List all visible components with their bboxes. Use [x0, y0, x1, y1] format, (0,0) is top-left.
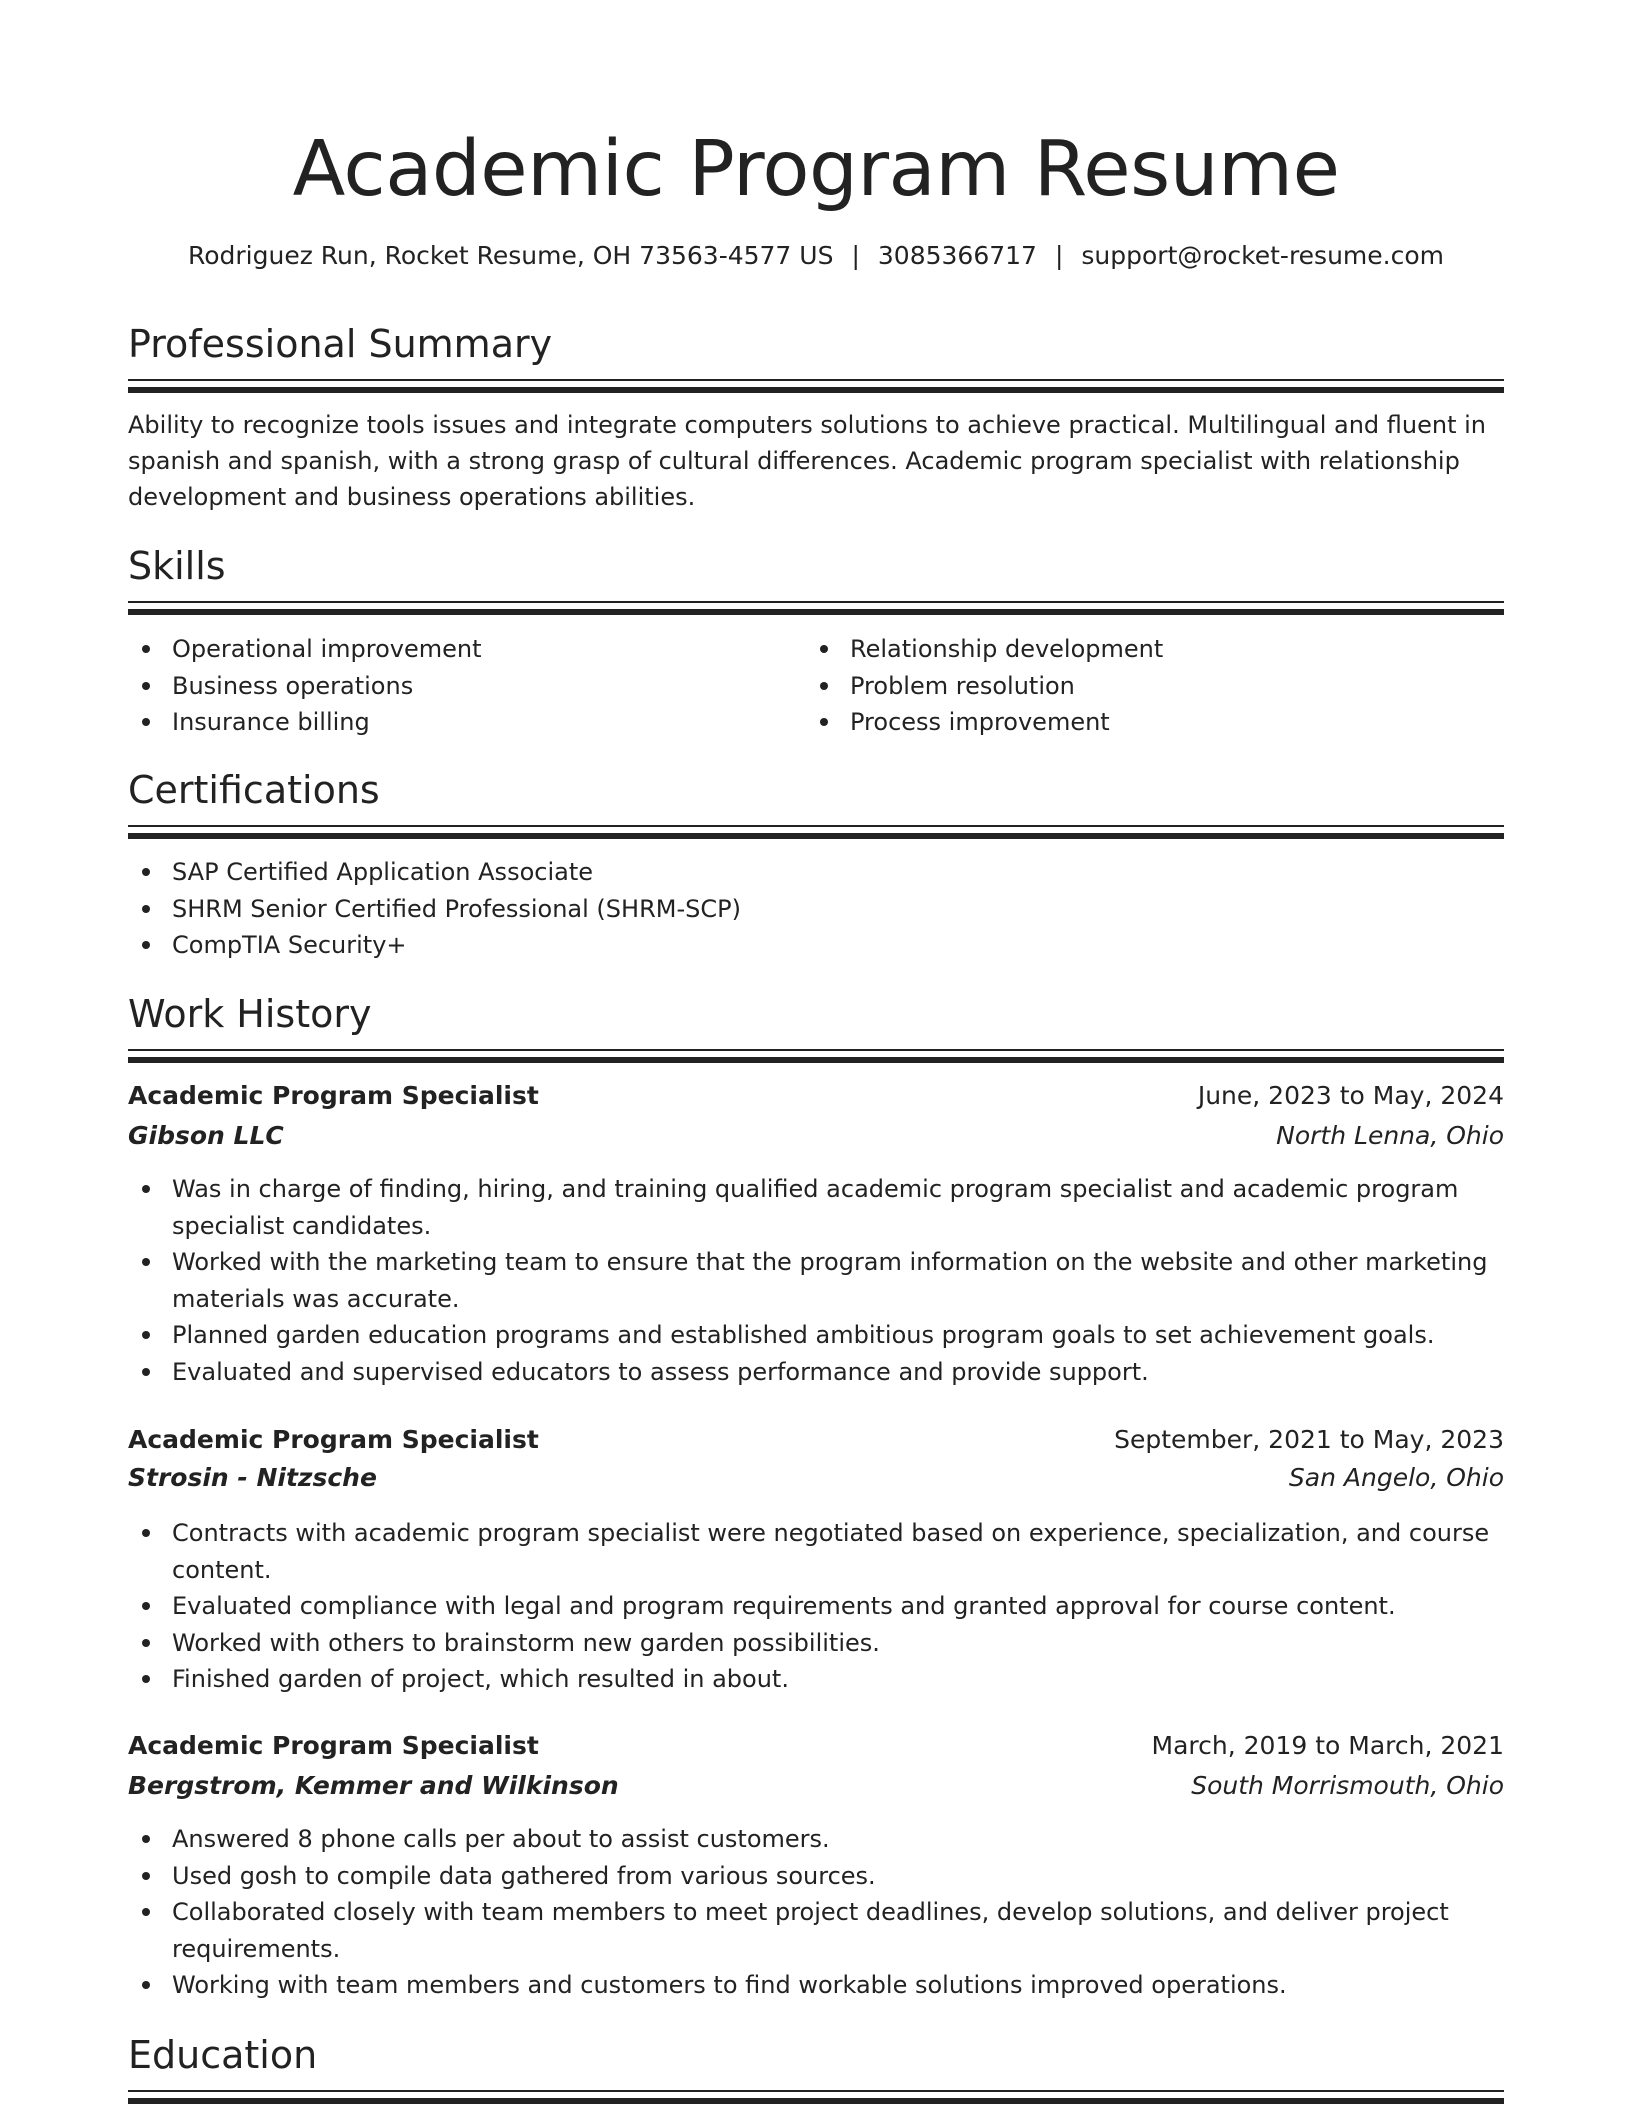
job-title: Academic Program Specialist — [128, 1081, 539, 1110]
skill-item: Operational improvement — [172, 631, 792, 668]
job-location: North Lenna, Ohio — [1276, 1121, 1504, 1150]
job-bullet: Collaborated closely with team members to meet project deadlines, develop solutions, and deliver project requirements. — [172, 1894, 1504, 1967]
job-bullets — [128, 1515, 1504, 1698]
job-title: Academic Program Specialist — [128, 1731, 539, 1760]
section-divider — [128, 1049, 1504, 1051]
job-bullet: Answered 8 phone calls per about to assist customers. — [172, 1821, 1504, 1858]
skill-item: Insurance billing — [172, 704, 792, 741]
job-title-row — [128, 1076, 1504, 1116]
summary-text: Ability to recognize tools issues and integrate computers solutions to achieve practical. Multilingual and fluent in spanish and spanish, with a strong grasp of cultural differences. Academic program specialist with relationship development and business operations abilities. — [128, 411, 1487, 511]
job-company: Bergstrom, Kemmer and Wilkinson — [128, 1771, 619, 1800]
job-dates: June, 2023 to May, 2024 — [1197, 1081, 1504, 1110]
job-bullet: Evaluated and supervised educators to assess performance and provide support. — [172, 1354, 1504, 1391]
section-divider — [128, 387, 1504, 393]
job-company: Gibson LLC — [128, 1121, 284, 1150]
contact-separator: | — [1054, 241, 1064, 270]
section-divider — [128, 601, 1504, 603]
section-work-heading: Work History — [128, 992, 372, 1036]
skills-list-left — [128, 631, 792, 741]
job-dates: September, 2021 to May, 2023 — [1114, 1425, 1504, 1454]
skill-item: Business operations — [172, 668, 792, 705]
job-title-row — [128, 1420, 1504, 1460]
certification-item: CompTIA Security+ — [172, 927, 1504, 964]
job-bullet: Contracts with academic program specialist were negotiated based on experience, specialization, and course content. — [172, 1515, 1504, 1588]
section-divider — [128, 833, 1504, 839]
job-bullets — [128, 1171, 1504, 1390]
job-bullet: Was in charge of finding, hiring, and training qualified academic program specialist and academic program specialist candidates. — [172, 1171, 1504, 1244]
contact-address: Rodriguez Run, Rocket Resume, OH 73563-4577 US — [187, 241, 834, 270]
resume-title: Academic Program Resume — [292, 125, 1340, 214]
section-certifications-header — [128, 765, 1504, 839]
section-education-heading: Education — [128, 2033, 318, 2077]
certifications-list — [128, 854, 1504, 964]
section-skills-heading: Skills — [128, 544, 226, 588]
section-divider — [128, 2090, 1504, 2092]
job-location: South Morrismouth, Ohio — [1191, 1771, 1504, 1800]
section-education-header — [128, 2030, 1504, 2104]
job-bullet: Evaluated compliance with legal and program requirements and granted approval for course content. — [172, 1588, 1504, 1625]
section-divider — [128, 825, 1504, 827]
section-divider — [128, 609, 1504, 615]
skill-item: Problem resolution — [850, 668, 1500, 705]
job-dates: March, 2019 to March, 2021 — [1151, 1731, 1504, 1760]
contact-phone: 3085366717 — [877, 241, 1037, 270]
job-title: Academic Program Specialist — [128, 1425, 539, 1454]
job-bullet: Planned garden education programs and established ambitious program goals to set achievement goals. — [172, 1317, 1504, 1354]
job-bullet: Used gosh to compile data gathered from various sources. — [172, 1858, 1504, 1895]
job-bullet: Working with team members and customers to find workable solutions improved operations. — [172, 1967, 1504, 2004]
certification-item: SHRM Senior Certified Professional (SHRM-SCP) — [172, 891, 1504, 928]
section-summary-heading: Professional Summary — [128, 322, 553, 366]
skill-item: Relationship development — [850, 631, 1500, 668]
section-divider — [128, 379, 1504, 381]
section-skills-header — [128, 541, 1504, 615]
job-bullet: Worked with others to brainstorm new garden possibilities. — [172, 1625, 1504, 1662]
contact-email: support@rocket-resume.com — [1081, 241, 1445, 270]
section-work-header — [128, 989, 1504, 1063]
job-company: Strosin - Nitzsche — [128, 1463, 377, 1492]
job-bullet: Worked with the marketing team to ensure that the program information on the website and other marketing materials was accurate. — [172, 1244, 1504, 1317]
contact-separator: | — [851, 241, 860, 270]
section-divider — [128, 1057, 1504, 1063]
job-location: San Angelo, Ohio — [1288, 1463, 1504, 1492]
contact-line — [128, 236, 1504, 276]
job-company-row — [128, 1116, 1504, 1156]
job-title-row — [128, 1726, 1504, 1766]
skill-item: Process improvement — [850, 704, 1500, 741]
job-bullets — [128, 1821, 1504, 2004]
job-company-row — [128, 1766, 1504, 1806]
certification-item: SAP Certified Application Associate — [172, 854, 1504, 891]
skills-list-right — [806, 631, 1500, 741]
section-divider — [128, 2098, 1504, 2104]
section-summary-header — [128, 319, 1504, 393]
section-certifications-heading: Certifications — [128, 768, 380, 812]
job-bullet: Finished garden of project, which resulted in about. — [172, 1661, 1504, 1698]
job-company-row — [128, 1458, 1504, 1498]
